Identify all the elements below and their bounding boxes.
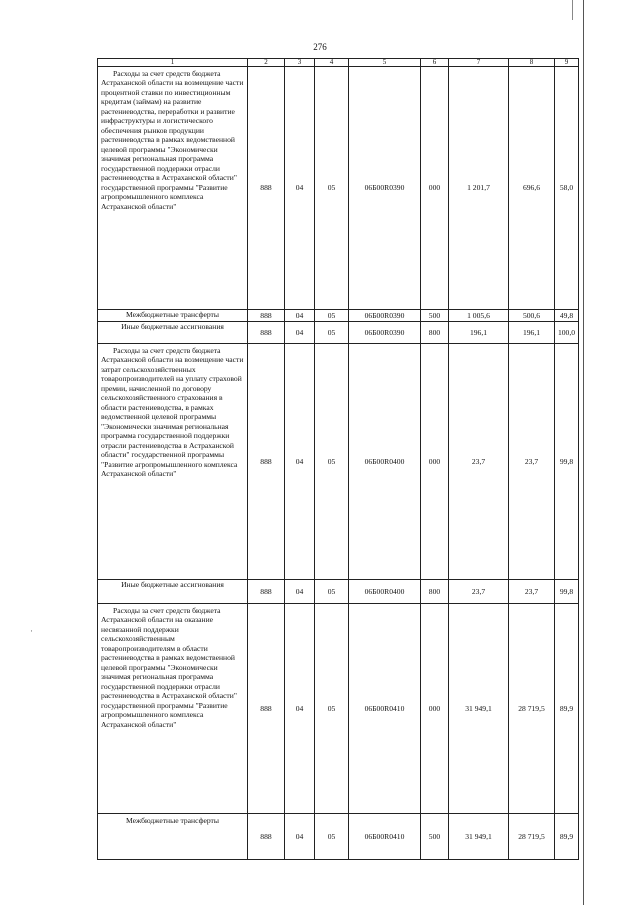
table-header-row [98,59,579,67]
cell-glava: 888 [248,814,285,860]
cell-plan: 196,1 [449,322,509,344]
cell-percent: 99,8 [555,580,579,604]
cell-actual: 23,7 [509,580,555,604]
cell-actual: 196,1 [509,322,555,344]
row-description: Расходы за счет средств бюджета Астраханской области на возмещение части затрат сельскохозяйственных товаропроизводителей на уплату страховой премии, начисленной по договору сельскохозяйственного страхования в области растениеводства, в рамках ведомственной целевой программы "Экономически значимая региональная программа государственной поддержки отрасли растениеводства в Астраханской области" государственной программы "Развитие агропромышленного комплекса Астраханской области" [98,344,248,580]
cell-podrazdel: 05 [315,322,349,344]
cell-target-article: 06Б00R0410 [349,814,421,860]
cell-actual: 696,6 [509,67,555,310]
cell-plan: 31 949,1 [449,814,509,860]
scan-speck: · [30,626,33,636]
row-description: Межбюджетные трансферты [98,310,248,322]
cell-podrazdel: 05 [315,310,349,322]
column-header: 9 [555,59,579,67]
table-row [98,580,579,604]
cell-expense-type: 000 [421,67,449,310]
cell-target-article: 06Б00R0410 [349,604,421,814]
column-header: 3 [285,59,315,67]
column-header: 6 [421,59,449,67]
column-header: 5 [349,59,421,67]
cell-percent: 49,8 [555,310,579,322]
cell-percent: 89,9 [555,814,579,860]
cell-glava: 888 [248,580,285,604]
cell-glava: 888 [248,310,285,322]
cell-razdel: 04 [285,67,315,310]
page-number: 276 [313,42,327,52]
cell-plan: 1 201,7 [449,67,509,310]
table-row [98,322,579,344]
table-row [98,604,579,814]
cell-glava: 888 [248,67,285,310]
cell-actual: 23,7 [509,344,555,580]
cell-expense-type: 800 [421,322,449,344]
cell-target-article: 06Б00R0400 [349,580,421,604]
cell-percent: 100,0 [555,322,579,344]
cell-target-article: 06Б00R0390 [349,67,421,310]
cell-glava: 888 [248,344,285,580]
cell-razdel: 04 [285,604,315,814]
cell-target-article: 06Б00R0390 [349,310,421,322]
column-header: 8 [509,59,555,67]
cell-podrazdel: 05 [315,580,349,604]
cell-podrazdel: 05 [315,814,349,860]
cell-plan: 23,7 [449,580,509,604]
cell-razdel: 04 [285,580,315,604]
cell-razdel: 04 [285,814,315,860]
column-header: 7 [449,59,509,67]
scan-edge-line [583,0,584,905]
cell-expense-type: 500 [421,814,449,860]
cell-target-article: 06Б00R0390 [349,322,421,344]
table-row [98,310,579,322]
cell-podrazdel: 05 [315,344,349,580]
table-row [98,814,579,860]
cell-percent: 99,8 [555,344,579,580]
cell-expense-type: 800 [421,580,449,604]
cell-plan: 31 949,1 [449,604,509,814]
cell-expense-type: 500 [421,310,449,322]
cell-actual: 28 719,5 [509,814,555,860]
cell-podrazdel: 05 [315,604,349,814]
cell-actual: 28 719,5 [509,604,555,814]
column-header: 1 [98,59,248,67]
column-header: 2 [248,59,285,67]
cell-glava: 888 [248,322,285,344]
cell-expense-type: 000 [421,604,449,814]
scan-edge-line [572,0,573,20]
budget-table [97,58,579,860]
row-description: Иные бюджетные ассигнования [98,322,248,344]
row-description: Расходы за счет средств бюджета Астраханской области на оказание несвязанной поддержки сельскохозяйственным товаропроизводителям в области растениеводства в рамках ведомственной целевой программы "Экономически значимая региональная программа государственной поддержки отрасли растениеводства в Астраханской области" государственной программы "Развитие агропромышленного комплекса Астраханской области" [98,604,248,814]
cell-podrazdel: 05 [315,67,349,310]
cell-razdel: 04 [285,310,315,322]
column-header: 4 [315,59,349,67]
row-description: Иные бюджетные ассигнования [98,580,248,604]
cell-razdel: 04 [285,322,315,344]
table-row [98,344,579,580]
cell-target-article: 06Б00R0400 [349,344,421,580]
cell-plan: 1 005,6 [449,310,509,322]
row-description: Межбюджетные трансферты [98,814,248,860]
cell-plan: 23,7 [449,344,509,580]
cell-actual: 500,6 [509,310,555,322]
cell-glava: 888 [248,604,285,814]
cell-percent: 89,9 [555,604,579,814]
cell-percent: 58,0 [555,67,579,310]
cell-razdel: 04 [285,344,315,580]
row-description: Расходы за счет средств бюджета Астраханской области на возмещение части процентной ставки по инвестиционным кредитам (займам) на развитие растениеводства, переработки и развитие инфраструктуры и логистического обеспечения рынков продукции растениеводства в рамках ведомственной целевой программы "Экономически значимая региональная программа государственной поддержки отрасли растениеводства в Астраханской области" государственной программы "Развитие агропромышленного комплекса Астраханской области" [98,67,248,310]
cell-expense-type: 000 [421,344,449,580]
table-row [98,67,579,310]
